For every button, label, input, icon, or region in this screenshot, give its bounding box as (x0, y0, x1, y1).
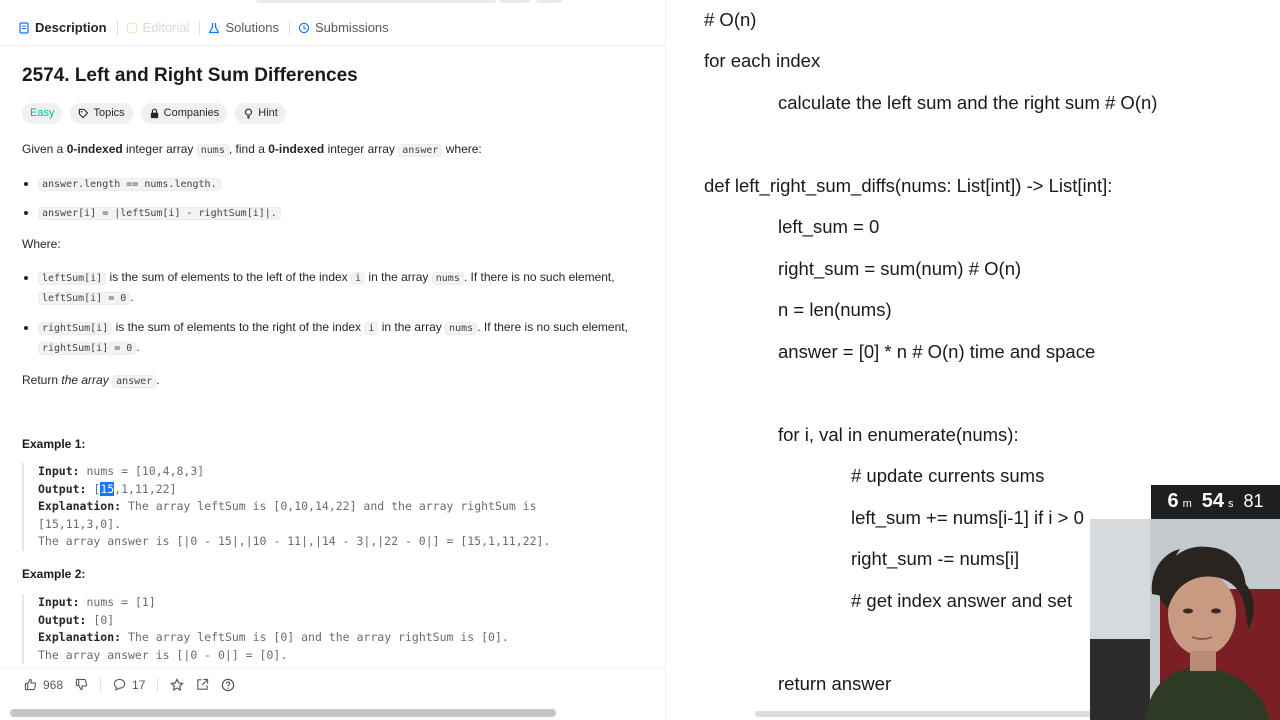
thumbs-down-icon (75, 678, 88, 691)
code-line: # get index answer and set (851, 590, 1073, 611)
code-line: for i, val in enumerate(nums): (778, 424, 1019, 445)
favorite-button[interactable] (164, 670, 190, 700)
code-line: right_sum -= nums[i] (851, 548, 1020, 569)
code-line: calculate the left sum and the right sum # O(n) (778, 92, 1158, 113)
companies-label: Companies (163, 107, 220, 119)
hint-tag[interactable] (235, 103, 286, 124)
example-1-heading: Example 1: (22, 437, 86, 451)
selected-text: 15 (100, 481, 115, 496)
tab-submissions-label: Submissions (314, 20, 389, 35)
example-1-block: Input: nums = [10,4,8,3] Output: [15,1,11,22] Explanation: The array leftSum is [0,10,14,22] and the array rightSum is [15,11,3,0]. The array answer is [|0 - 15|,|10 - 11|,|14 - 3|,|22 - 0|] = [15,1,11,22]. (22, 463, 652, 551)
timer-fraction: 81 (1243, 491, 1264, 511)
lightbulb-icon (243, 108, 254, 119)
difficulty-badge[interactable]: Easy (22, 103, 62, 124)
code-line: # update currents sums (851, 465, 1045, 486)
tag-icon (78, 108, 89, 119)
help-button[interactable] (215, 670, 241, 700)
editorial-icon (126, 22, 138, 34)
share-button[interactable] (190, 670, 215, 700)
comment-count: 17 (132, 677, 146, 692)
editor-scrollbar[interactable] (755, 711, 1095, 717)
topics-tag[interactable] (70, 103, 132, 124)
comments-button[interactable] (107, 670, 151, 700)
code-line: left_sum = 0 (778, 216, 880, 237)
tab-submissions[interactable] (298, 10, 397, 46)
like-button[interactable] (18, 670, 69, 700)
tab-solutions[interactable] (208, 10, 286, 46)
list-item: answer[i] = |leftSum[i] - rightSum[i]|. (22, 203, 652, 223)
tab-editorial-label: Editorial (142, 20, 190, 35)
code-line: def left_right_sum_diffs(nums: List[int]) -> List[int]: (704, 175, 1113, 196)
list-item: leftSum[i] is the sum of elements to the left of the index i in the array nums . If there is no such element, leftSum[i] = 0 . (22, 268, 652, 308)
tab-description[interactable] (18, 10, 115, 46)
timer-minutes: 6 (1167, 490, 1179, 512)
top-toolbar-strip (0, 0, 666, 4)
problem-tags (22, 103, 652, 125)
code-line: n = len(nums) (778, 299, 892, 320)
companies-tag[interactable] (141, 103, 228, 124)
where-label: Where: (22, 237, 61, 251)
example-2-block: Input: nums = [1] Output: [0] Explanation: The array leftSum is [0] and the array rightSum is [0]. The array answer is [|0 - 0|] = [0]. (22, 594, 652, 664)
problem-footer (0, 668, 666, 700)
tab-solutions-label: Solutions (225, 20, 279, 35)
webcam-feed (1090, 519, 1280, 720)
topics-label: Topics (93, 107, 125, 119)
timer-minutes-unit: m (1182, 498, 1192, 510)
problem-content (22, 62, 652, 664)
code-line: # O(n) (704, 9, 757, 30)
problem-tabs (0, 10, 666, 46)
description-icon (18, 22, 30, 34)
share-icon (196, 678, 209, 691)
code-line: for each index (704, 50, 821, 71)
lock-icon (149, 108, 160, 119)
comment-icon (113, 678, 126, 691)
problem-title: 2574. Left and Right Sum Differences (22, 65, 358, 86)
tab-description-label: Description (35, 20, 107, 35)
star-icon (170, 678, 184, 692)
hint-label: Hint (258, 107, 278, 119)
return-paragraph: Return the array answer . (22, 373, 160, 387)
timer-seconds: 54 (1201, 490, 1224, 512)
thumbs-up-icon (24, 678, 37, 691)
list-item: answer.length == nums.length. (22, 174, 652, 194)
history-icon (298, 22, 310, 34)
flask-icon (208, 22, 220, 34)
like-count: 968 (43, 677, 64, 692)
code-line: left_sum += nums[i-1] if i > 0 (851, 507, 1084, 528)
code-line: return answer (778, 673, 892, 694)
code-line: right_sum = sum(num) # O(n) (778, 258, 1022, 279)
horizontal-scrollbar[interactable] (10, 709, 556, 717)
dislike-button[interactable] (69, 670, 94, 700)
tab-editorial[interactable] (126, 10, 198, 46)
code-line: answer = [0] * n # O(n) time and space (778, 341, 1096, 362)
description-paragraph: Given a 0-indexed integer array nums , find a 0-indexed integer array answer where: (22, 142, 482, 156)
list-item: rightSum[i] is the sum of elements to the right of the index i in the array nums . If there is no such element, rightSum[i] = 0 . (22, 318, 652, 358)
webcam-image (1090, 519, 1280, 720)
question-icon (221, 678, 235, 692)
example-2-heading: Example 2: (22, 566, 86, 581)
timer-seconds-unit: s (1228, 498, 1234, 510)
timer-display (1151, 485, 1280, 519)
